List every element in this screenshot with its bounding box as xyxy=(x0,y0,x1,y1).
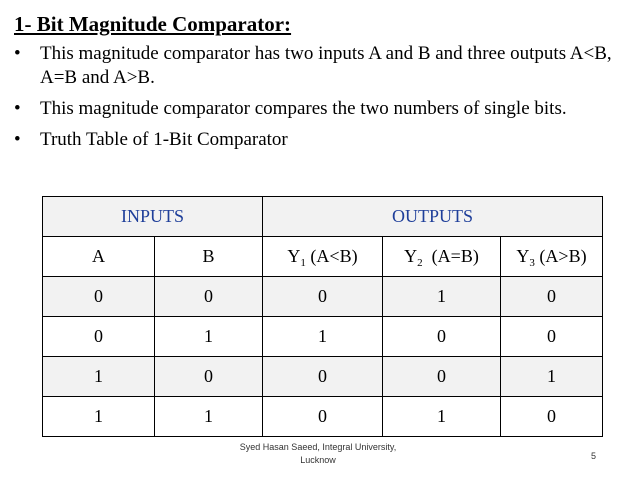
slide-footer xyxy=(218,441,418,467)
table-cell: 0 xyxy=(155,357,263,397)
outputs-header: OUTPUTS xyxy=(263,197,603,237)
bullet-text: This magnitude comparator has two inputs A and B and three outputs A<B, A=B and A>B. xyxy=(40,43,612,88)
table-row xyxy=(43,317,603,357)
column-header-a: A xyxy=(43,237,155,277)
table-cell: 0 xyxy=(383,317,501,357)
table-cell: 1 xyxy=(43,397,155,437)
table-cell: 1 xyxy=(155,397,263,437)
table-cell: 1 xyxy=(43,357,155,397)
column-header-y1: $Y_1$ (A<B) xyxy=(263,237,383,277)
footer-author-line1: Syed Hasan Saeed, Integral University, xyxy=(239,442,397,452)
truth-table xyxy=(42,196,603,437)
footer-author-line2: Lucknow xyxy=(300,455,336,465)
table-cell: 0 xyxy=(263,397,383,437)
table-cell: 0 xyxy=(263,357,383,397)
bullet-item xyxy=(14,128,614,152)
table-cell: 1 xyxy=(263,317,383,357)
column-header-b: B xyxy=(155,237,263,277)
table-cell: 0 xyxy=(383,357,501,397)
column-header-y2: $Y_2$ (A=B) xyxy=(383,237,501,277)
bullet-marker: • xyxy=(14,43,21,64)
table-cell: 0 xyxy=(43,277,155,317)
table-cell: 1 xyxy=(383,397,501,437)
table-row xyxy=(43,357,603,397)
bullet-marker: • xyxy=(14,129,21,150)
bullet-item xyxy=(14,97,614,121)
table-cell: 1 xyxy=(155,317,263,357)
table-group-header-row xyxy=(43,197,603,237)
bullet-marker: • xyxy=(14,98,21,119)
column-header-y3: $Y_3$ (A>B) xyxy=(501,237,603,277)
page-number: 5 xyxy=(591,451,597,461)
table-column-header-row xyxy=(43,237,603,277)
table-cell: 1 xyxy=(501,357,603,397)
table-cell: 0 xyxy=(501,317,603,357)
bullet-list xyxy=(14,42,614,159)
table-cell: 0 xyxy=(43,317,155,357)
table-cell: 0 xyxy=(263,277,383,317)
bullet-item xyxy=(14,42,614,90)
table-cell: 0 xyxy=(155,277,263,317)
table-cell: 0 xyxy=(501,277,603,317)
table-cell: 1 xyxy=(383,277,501,317)
table-cell: 0 xyxy=(501,397,603,437)
slide-title: 1- Bit Magnitude Comparator: xyxy=(14,12,292,36)
bullet-text: Truth Table of 1-Bit Comparator xyxy=(40,129,288,150)
table-row xyxy=(43,397,603,437)
bullet-text: This magnitude comparator compares the two numbers of single bits. xyxy=(40,98,567,119)
table-row xyxy=(43,277,603,317)
inputs-header: INPUTS xyxy=(43,197,263,237)
